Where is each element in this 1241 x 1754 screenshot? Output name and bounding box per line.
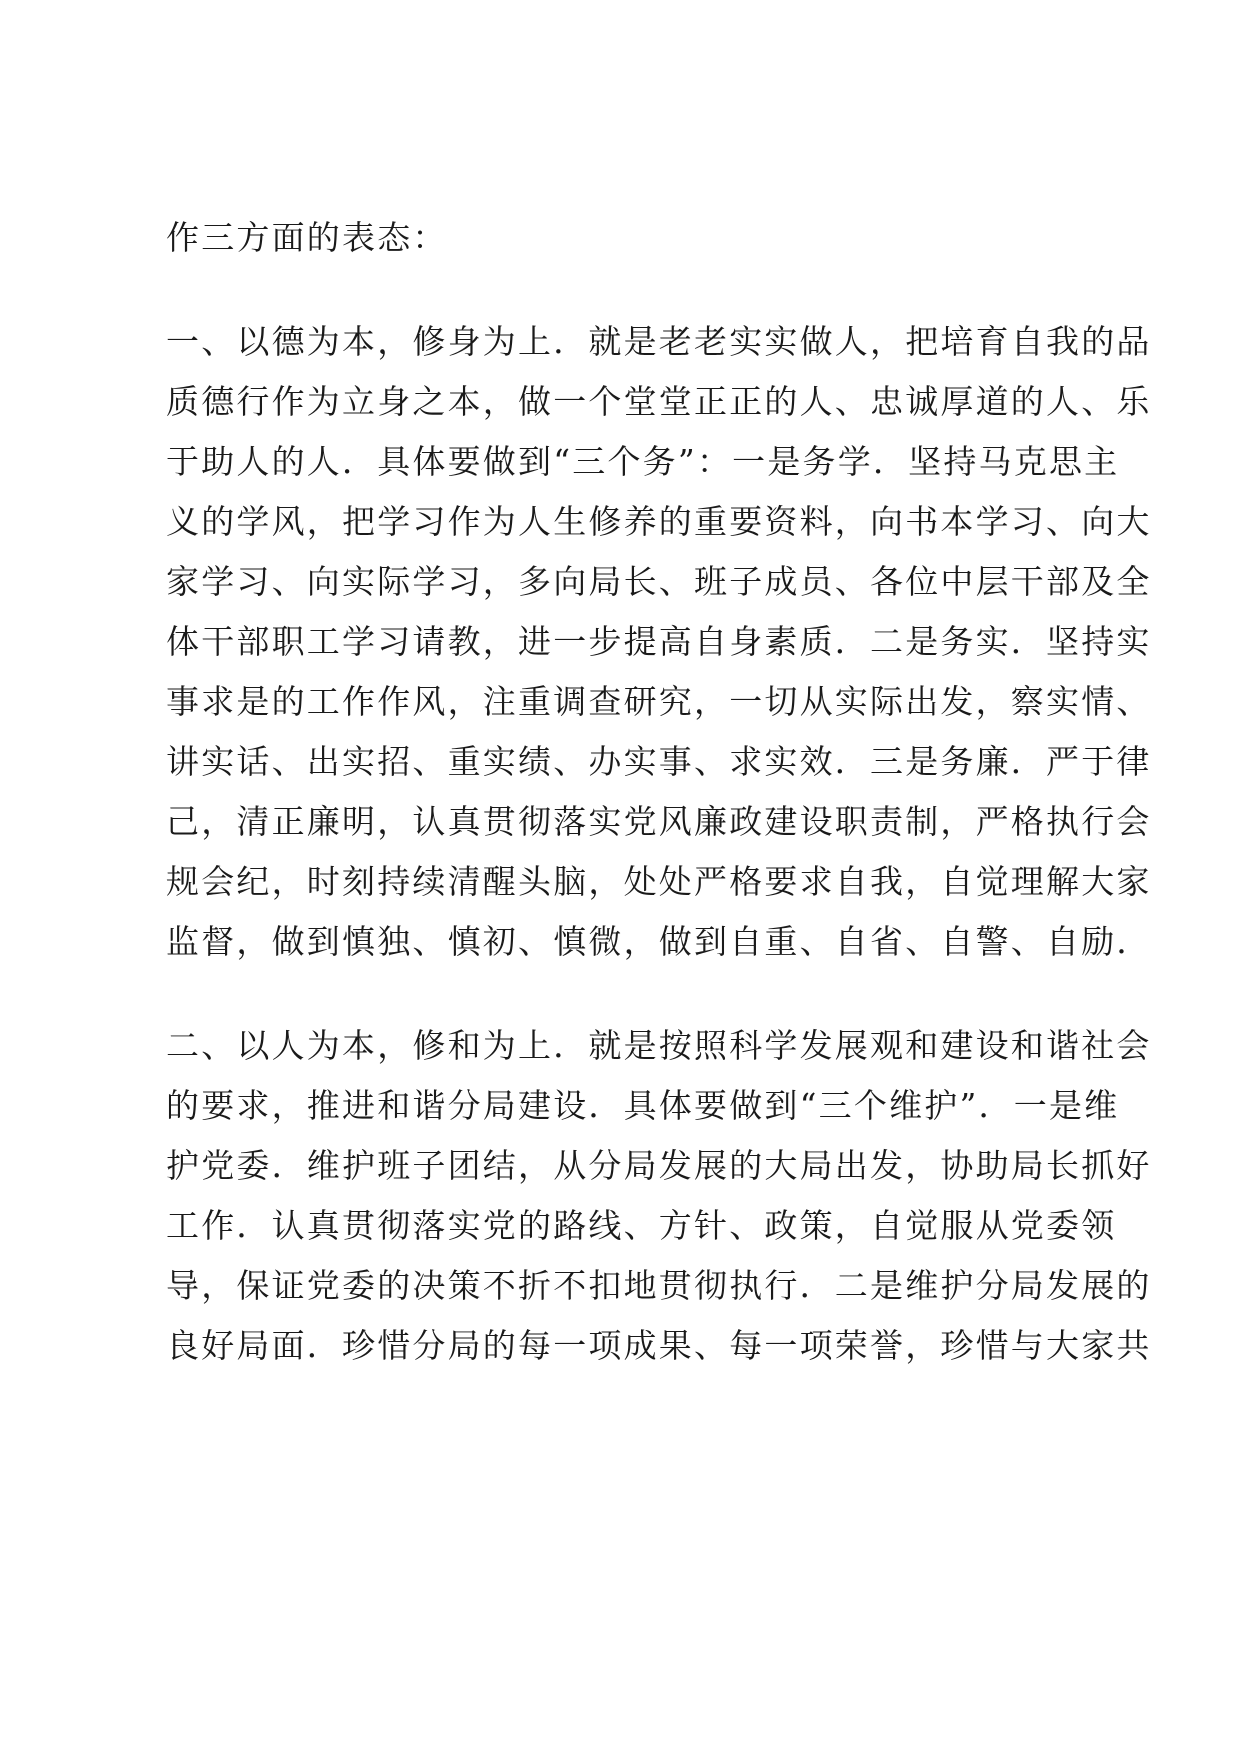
text-line: 一、以德为本，修身为上．就是老老实实做人，把培育自我的品 (166, 322, 1152, 361)
text-line: 于助人的人．具体要做到“三个务”：一是务学．坚持马克思主 (166, 442, 1120, 481)
text-line: 护党委．维护班子团结，从分局发展的大局出发，协助局长抓好 (166, 1146, 1152, 1185)
text-line: 质德行作为立身之本，做一个堂堂正正的人、忠诚厚道的人、乐 (166, 382, 1152, 421)
text-line: 工作．认真贯彻落实党的路线、方针、政策，自觉服从党委领 (166, 1206, 1117, 1245)
text-line-intro: 作三方面的表态： (166, 218, 448, 257)
text-line: 规会纪，时刻持续清醒头脑，处处严格要求自我，自觉理解大家 (166, 862, 1152, 901)
text-line: 事求是的工作作风，注重调查研究，一切从实际出发，察实情、 (166, 682, 1152, 721)
text-line: 义的学风，把学习作为人生修养的重要资料，向书本学习、向大 (166, 502, 1152, 541)
text-line: 讲实话、出实招、重实绩、办实事、求实效．三是务廉．严于律 (166, 742, 1152, 781)
text-line: 二、以人为本，修和为上．就是按照科学发展观和建设和谐社会 (166, 1026, 1152, 1065)
text-line: 家学习、向实际学习，多向局长、班子成员、各位中层干部及全 (166, 562, 1152, 601)
text-line: 己，清正廉明，认真贯彻落实党风廉政建设职责制，严格执行会 (166, 802, 1152, 841)
text-line: 监督，做到慎独、慎初、慎微，做到自重、自省、自警、自励． (166, 922, 1152, 961)
text-line: 体干部职工学习请教，进一步提高自身素质．二是务实．坚持实 (166, 622, 1152, 661)
text-line: 导，保证党委的决策不折不扣地贯彻执行．二是维护分局发展的 (166, 1266, 1152, 1305)
text-line: 的要求，推进和谐分局建设．具体要做到“三个维护”．一是维 (166, 1086, 1120, 1125)
text-line: 良好局面．珍惜分局的每一项成果、每一项荣誉，珍惜与大家共 (166, 1326, 1152, 1365)
